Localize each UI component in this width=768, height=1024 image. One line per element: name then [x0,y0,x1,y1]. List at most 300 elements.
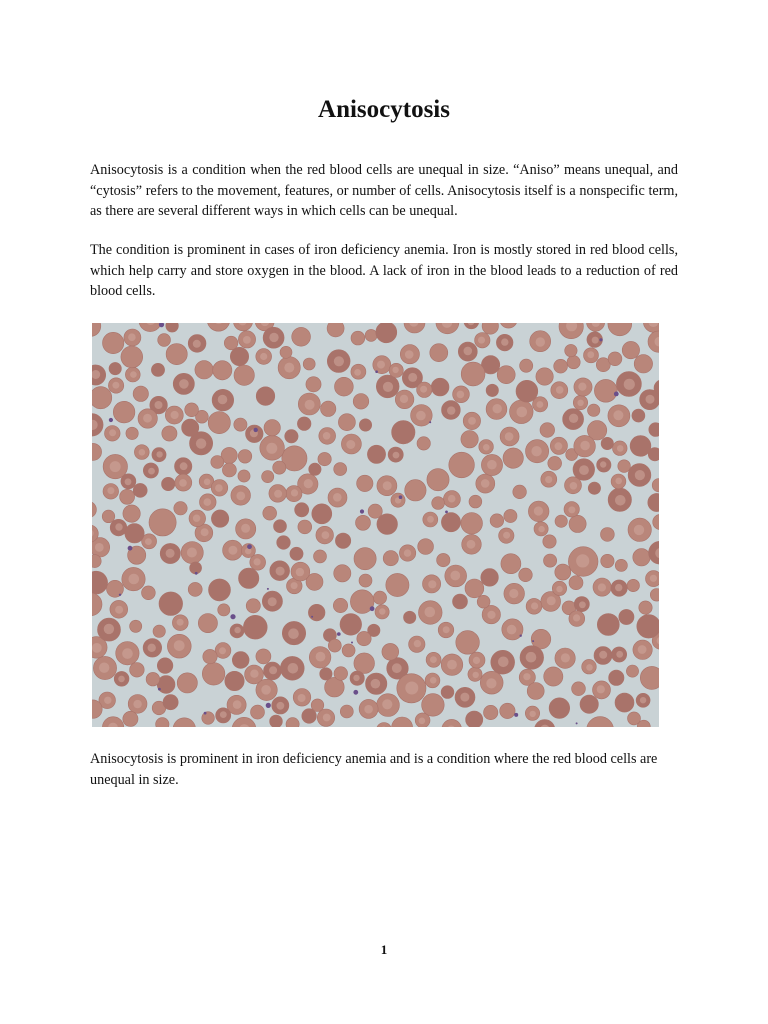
red-blood-cell [238,450,252,464]
red-blood-cell [601,528,615,542]
red-blood-cell [611,474,626,489]
red-blood-cell [567,356,580,369]
red-blood-cell [133,386,148,401]
red-blood-cell [520,646,544,670]
red-blood-cell [476,474,495,493]
platelet [158,688,161,691]
red-blood-cell [188,582,202,596]
red-blood-cell [340,614,362,636]
red-blood-cell [318,452,331,465]
red-blood-cell [611,580,627,596]
red-blood-cell [167,634,191,658]
red-blood-cell [626,665,638,677]
red-blood-cell [357,475,373,491]
figure-caption: Anisocytosis is prominent in iron deficiency anemia and is a condition where the red blood cells are unequal in size. [90,751,658,788]
red-blood-cell [549,698,570,719]
red-blood-cell [461,513,483,535]
red-blood-cell [377,514,398,535]
red-blood-cell [230,624,244,638]
red-blood-cell [130,663,145,678]
red-blood-cell [375,605,389,619]
red-blood-cell [593,578,611,596]
red-blood-cell [342,644,355,657]
red-blood-cell [569,576,583,590]
platelet [599,338,602,341]
red-blood-cell [633,640,652,659]
platelet [109,418,113,422]
platelet [266,703,271,708]
red-blood-cell [309,647,331,669]
red-blood-cell [93,656,116,679]
platelet [230,614,235,619]
red-blood-cell [423,512,438,527]
red-blood-cell [286,486,302,502]
red-blood-cell [327,350,350,373]
red-blood-cell [482,323,498,334]
red-blood-cell [530,331,551,352]
red-blood-cell [573,395,587,409]
red-blood-cell [445,565,467,587]
red-blood-cell [256,649,271,664]
red-blood-cell [175,474,192,491]
red-blood-cell [263,506,277,520]
red-blood-cell [92,387,112,409]
red-blood-cell [405,480,426,501]
red-blood-cell [377,476,397,496]
red-blood-cell [238,331,255,348]
red-blood-cell [544,554,557,567]
red-blood-cell [334,463,347,476]
red-blood-cell [285,430,298,443]
red-blood-cell [92,593,102,616]
red-blood-cell [386,573,409,596]
red-blood-cell [527,683,544,700]
red-blood-cell [563,409,584,430]
red-blood-cell [269,485,287,503]
red-blood-cell [574,378,592,396]
red-blood-cell [185,403,199,417]
red-blood-cell [92,443,102,460]
red-blood-cell [648,331,659,352]
platelet [360,509,364,513]
red-blood-cell [280,656,304,680]
red-blood-cell [102,510,115,523]
red-blood-cell [218,604,230,616]
red-blood-cell [213,361,232,380]
paragraph-iron-deficiency: The condition is prominent in cases of iron deficiency anemia. Iron is mostly stored in red blood cells, which help carry and store oxygen in the blood. A lack of iron in the blood leads to a reduction of red blood cells. [90,242,678,299]
red-blood-cell [427,469,449,491]
red-blood-cell [526,440,549,463]
red-blood-cell [232,652,249,669]
red-blood-cell [110,600,128,618]
red-blood-cell [123,711,138,726]
red-blood-cell [232,717,256,727]
red-blood-cell [481,569,499,587]
red-blood-cell [536,368,553,385]
red-blood-cell [383,551,398,566]
red-blood-cell [251,705,265,719]
red-blood-cell [411,405,433,427]
red-blood-cell [587,323,605,331]
red-blood-cell [395,390,414,409]
red-blood-cell [580,695,598,713]
red-blood-cell [500,703,515,718]
red-blood-cell [189,510,206,527]
red-blood-cell [328,488,347,507]
red-blood-cell [628,518,651,541]
red-blood-cell [650,589,659,602]
red-blood-cell [441,654,463,676]
red-blood-cell [200,494,217,511]
red-blood-cell [162,426,177,441]
red-blood-cell [211,456,224,469]
red-blood-cell [354,653,375,674]
red-blood-cell [438,622,454,638]
red-blood-cell [373,356,391,374]
red-blood-cell [423,575,441,593]
red-blood-cell [177,673,197,693]
red-blood-cell [399,545,415,561]
platelet [445,511,448,514]
red-blood-cell [477,595,490,608]
red-blood-cell [453,594,468,609]
red-blood-cell [648,493,659,511]
red-blood-cell [441,513,460,532]
red-blood-cell [465,579,484,598]
red-blood-cell [649,423,659,437]
red-blood-cell [334,667,348,681]
blood-smear-illustration [92,323,659,727]
red-blood-cell [211,510,228,527]
red-blood-cell [462,535,482,555]
red-blood-cell [317,709,334,726]
red-blood-cell [149,509,176,536]
red-blood-cell [231,486,251,506]
red-blood-cell [422,694,445,717]
red-blood-cell [436,323,459,334]
red-blood-cell [225,671,244,690]
red-blood-cell [510,400,534,424]
red-blood-cell [165,406,183,424]
red-blood-cell [314,550,327,563]
red-blood-cell [128,695,147,714]
red-blood-cell [597,458,611,472]
red-blood-cell [125,367,140,382]
platelet [429,421,431,423]
platelet [520,635,522,637]
red-blood-cell [160,543,180,563]
red-blood-cell [103,332,124,353]
red-blood-cell [207,323,230,331]
red-blood-cell [163,695,178,710]
red-blood-cell [121,346,143,368]
red-blood-cell [601,554,614,567]
red-blood-cell [298,393,320,415]
red-blood-cell [432,497,445,510]
red-blood-cell [230,347,248,365]
red-blood-cell [569,611,585,627]
red-blood-cell [497,366,515,384]
platelet [514,713,518,717]
red-blood-cell [350,671,364,685]
red-blood-cell [461,362,485,386]
red-blood-cell [156,718,169,727]
red-blood-cell [354,548,376,570]
red-blood-cell [594,379,617,402]
red-blood-cell [264,662,282,680]
red-blood-cell [98,618,121,641]
platelet [247,544,252,549]
red-blood-cell [333,598,347,612]
red-blood-cell [110,519,127,536]
red-blood-cell [594,647,612,665]
red-blood-cell [353,394,369,410]
red-blood-cell [608,488,631,511]
red-blood-cell [92,501,96,518]
platelet [351,642,353,644]
red-blood-cell [632,409,645,422]
red-blood-cell [377,694,400,717]
red-blood-cell [456,631,480,655]
red-blood-cell [109,362,121,374]
red-blood-cell [133,483,147,497]
red-blood-cell [264,420,280,436]
red-blood-cell [555,515,567,527]
red-blood-cell [534,522,548,536]
red-blood-cell [277,536,291,550]
platelet [370,606,375,611]
red-blood-cell [208,412,230,434]
red-blood-cell [175,458,192,475]
red-blood-cell [234,418,247,431]
red-blood-cell [496,334,513,351]
red-blood-cell [608,352,622,366]
red-blood-cell [568,547,598,577]
red-blood-cell [321,401,336,416]
red-blood-cell [458,342,477,361]
red-blood-cell [584,348,599,363]
red-blood-cell [338,414,355,431]
red-blood-cell [389,363,403,377]
red-blood-cell [582,659,597,674]
red-blood-cell [105,426,121,442]
red-blood-cell [316,526,334,544]
red-blood-cell [138,409,157,428]
red-blood-cell [256,679,277,700]
red-blood-cell [203,649,217,663]
red-blood-cell [273,461,286,474]
red-blood-cell [392,421,415,444]
red-blood-cell [552,581,566,595]
red-blood-cell [157,658,173,674]
red-blood-cell [182,419,199,436]
red-blood-cell [114,671,129,686]
red-blood-cell [202,712,215,725]
red-blood-cell [116,642,139,665]
red-blood-cell [425,673,440,688]
red-blood-cell [597,614,619,636]
red-blood-cell [195,361,213,379]
red-blood-cell [238,470,250,482]
red-blood-cell [550,437,567,454]
red-blood-cell [166,344,187,365]
red-blood-cell [419,601,443,625]
red-blood-cell [409,636,425,652]
red-blood-cell [124,329,141,346]
red-blood-cell [528,501,549,522]
red-blood-cell [202,663,225,686]
red-blood-cell [622,341,639,358]
red-blood-cell [233,323,252,331]
platelet [532,640,534,642]
red-blood-cell [209,579,231,601]
red-blood-cell [486,399,507,420]
red-blood-cell [464,323,479,329]
red-blood-cell [334,565,351,582]
red-blood-cell [417,382,432,397]
red-blood-cell [335,377,354,396]
red-blood-cell [613,441,628,456]
red-blood-cell [574,597,589,612]
red-blood-cell [501,554,521,574]
red-blood-cell [102,717,123,727]
red-blood-cell [151,363,164,376]
red-blood-cell [540,423,555,438]
red-blood-cell [646,571,660,587]
red-blood-cell [295,503,309,517]
red-blood-cell [615,693,634,712]
red-blood-cell [490,514,504,528]
red-blood-cell [544,667,563,686]
red-blood-cell [615,559,627,571]
red-blood-cell [555,564,571,580]
red-blood-cell [616,372,641,397]
red-blood-cell [286,718,299,727]
red-blood-cell [298,520,312,534]
red-blood-cell [139,323,162,332]
red-blood-cell [166,323,179,332]
red-blood-cell [373,591,386,604]
blood-smear-image [92,323,659,727]
red-blood-cell [130,620,142,632]
red-blood-cell [588,404,600,416]
red-blood-cell [328,639,341,652]
red-blood-cell [382,643,399,660]
red-blood-cell [134,445,149,460]
red-blood-cell [608,405,630,427]
red-blood-cell [302,709,317,724]
red-blood-cell [564,502,579,517]
red-blood-cell [533,397,548,412]
red-blood-cell [357,631,371,645]
red-blood-cell [455,687,475,707]
red-blood-cell [392,717,413,727]
red-blood-cell [143,463,158,478]
red-blood-cell [587,717,614,727]
red-blood-cell [292,327,311,346]
red-blood-cell [612,647,627,662]
red-blood-cell [108,378,123,393]
red-blood-cell [426,652,441,667]
red-blood-cell [628,712,641,725]
red-blood-cell [290,547,303,560]
red-blood-cell [222,463,236,477]
red-blood-cell [520,359,533,372]
platelet [119,594,121,596]
red-blood-cell [340,705,353,718]
red-blood-cell [262,591,282,611]
red-blood-cell [223,540,243,560]
red-blood-cell [211,480,228,497]
paragraph-definition: Anisocytosis is a condition when the red blood cells are unequal in size. “Aniso” means unequal, and “cytosis” refers to the movement, features, or number of cells. Anisocytosis itself is a nonspecific term, as there are several different ways in which cells can be unequal. [90,162,678,219]
red-blood-cell [243,615,267,639]
red-blood-cell [256,387,275,406]
page-number: 1 [380,942,388,957]
red-blood-cell [388,447,403,462]
red-blood-cell [486,384,498,396]
red-blood-cell [174,502,187,515]
red-blood-cell [270,561,290,581]
platelet [267,588,269,590]
red-blood-cell [263,327,284,348]
platelet [195,572,198,575]
red-blood-cell [572,682,586,696]
red-blood-cell [181,542,203,564]
red-blood-cell [153,625,165,637]
red-blood-cell [400,345,419,364]
red-blood-cell [278,357,300,379]
red-blood-cell [430,344,448,362]
red-blood-cell [534,720,555,727]
red-blood-cell [504,509,517,522]
red-blood-cell [173,718,195,727]
red-blood-cell [636,693,650,707]
red-blood-cell [504,583,525,604]
red-blood-cell [649,541,659,564]
red-blood-cell [212,389,234,411]
red-blood-cell [159,592,183,616]
red-blood-cell [652,479,659,492]
red-blood-cell [216,708,231,723]
red-blood-cell [236,519,256,539]
red-blood-cell [437,553,450,566]
red-blood-cell [376,323,397,343]
platelet [399,495,403,499]
red-blood-cell [246,425,264,443]
red-blood-cell [541,471,557,487]
platelet [128,546,133,551]
red-blood-cell [466,711,483,727]
red-blood-cell [468,667,482,681]
red-blood-cell [565,344,577,356]
red-blood-cell [291,562,310,581]
red-blood-cell [308,604,325,621]
red-blood-cell [525,706,539,720]
red-blood-cell [443,491,460,508]
red-blood-cell [312,504,332,524]
red-blood-cell [327,323,344,337]
red-blood-cell [640,666,659,689]
red-blood-cell [619,609,634,624]
red-blood-cell [554,359,568,373]
red-blood-cell [404,323,425,333]
red-blood-cell [559,323,583,339]
red-blood-cell [142,586,156,600]
platelet [337,632,341,636]
red-blood-cell [367,445,385,463]
red-blood-cell [270,715,283,727]
red-blood-cell [475,333,490,348]
